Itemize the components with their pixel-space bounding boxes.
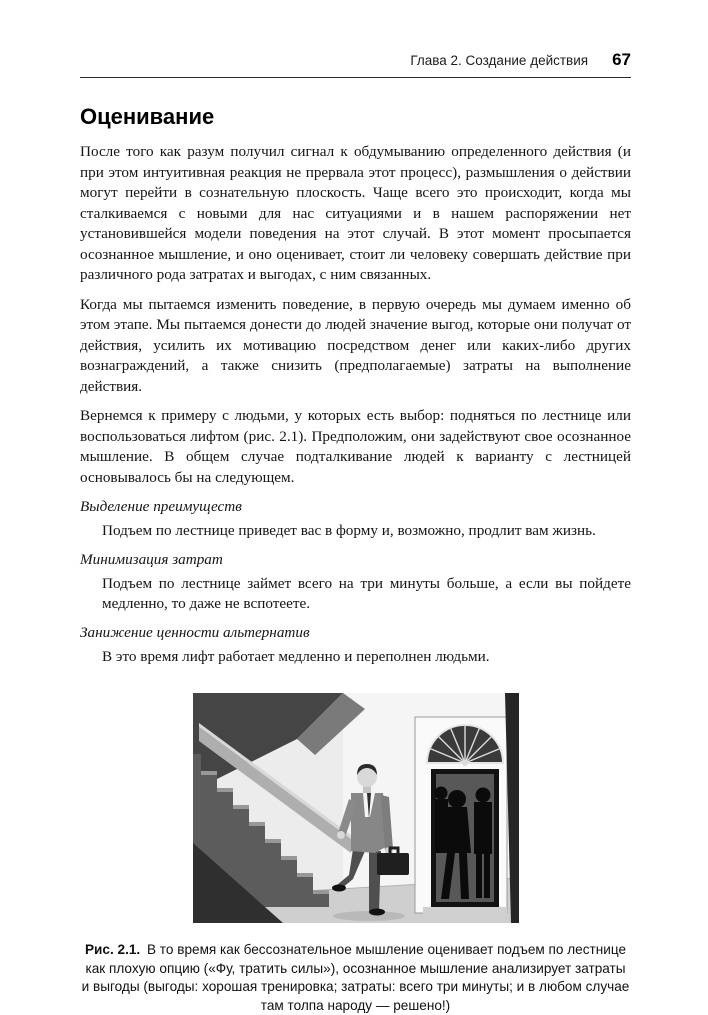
paragraph: Вернемся к примеру с людьми, у которых есть выбор: подняться по лестнице или воспользоваться лифтом (рис. 2.1). Предположим, они задействуют свое осознанное мышление. В общем случае подталкивание людей к варианту с лестницей основывалось бы на следующем. [80,407,631,486]
subsection-benefits [80,497,631,542]
figure-2-1 [80,693,631,1015]
subsection-heading: Выделение преимуществ [80,498,242,515]
briefcase [377,853,409,875]
page-number: 67 [612,50,631,69]
subsection-text: В это время лифт работает медленно и переполнен людьми. [102,647,490,665]
figure-caption-text: В то время как бессознательное мышление оценивает подъем по лестнице как плохую опцию («Фу, тратить силы»), осознанное мышление анализирует затраты и выгоды (выгоды: хорошая тренировка; затраты: всего три минуты; и в любом случае там толпа народу — решено!) [81,942,630,1013]
figure-caption [80,941,631,1015]
figure-caption-label: Рис. 2.1. [84,942,141,957]
elevator-sill [423,907,507,915]
stairs-elevator-illustration [193,693,519,923]
subsection-heading: Минимизация затрат [80,550,223,568]
paragraph: Когда мы пытаемся изменить поведение, в первую очередь мы думаем именно об этом этапе. Мы пытаемся донести до людей значение выгод, которые они получат от действия, усилить их мотивацию посредством денег или каких-либо других вознаграждений, а также снизить (предполагаемые) затраты на выполнение действия. [80,295,631,395]
running-head [80,50,631,78]
subsection-alternatives [80,623,631,668]
subsection-text: Подъем по лестнице приведет вас в форму и, возможно, продлит вам жизнь. [102,522,596,539]
subsection-heading: Занижение ценности альтернатив [80,623,310,641]
page-title: Оценивание [80,104,215,129]
subsection-costs [80,550,631,615]
running-head-chapter: Глава 2. Создание действия [410,53,589,68]
man-shadow [333,911,405,921]
subsection-text: Подъем по лестнице займет всего на три минуты больше, а если вы пойдете медленно, то даже не вспотеете. [102,574,631,612]
paragraph: После того как разум получил сигнал к обдумыванию определенного действия (и при этом интуитивная реакция не прервала этот процесс), размышления о действии могут перейти в сознательную плоскость. Чаще всего это происходит, когда мы сталкиваемся с новыми для нас ситуациями и в нашем распоряжении нет установившейся модели поведения на этот случай. В этот момент просыпается осознанное мышление, и оно оценивает, стоит ли человеку совершать действие при различного рода затратах и выгодах, с ним связанных. [80,143,631,283]
elevator [415,717,507,915]
